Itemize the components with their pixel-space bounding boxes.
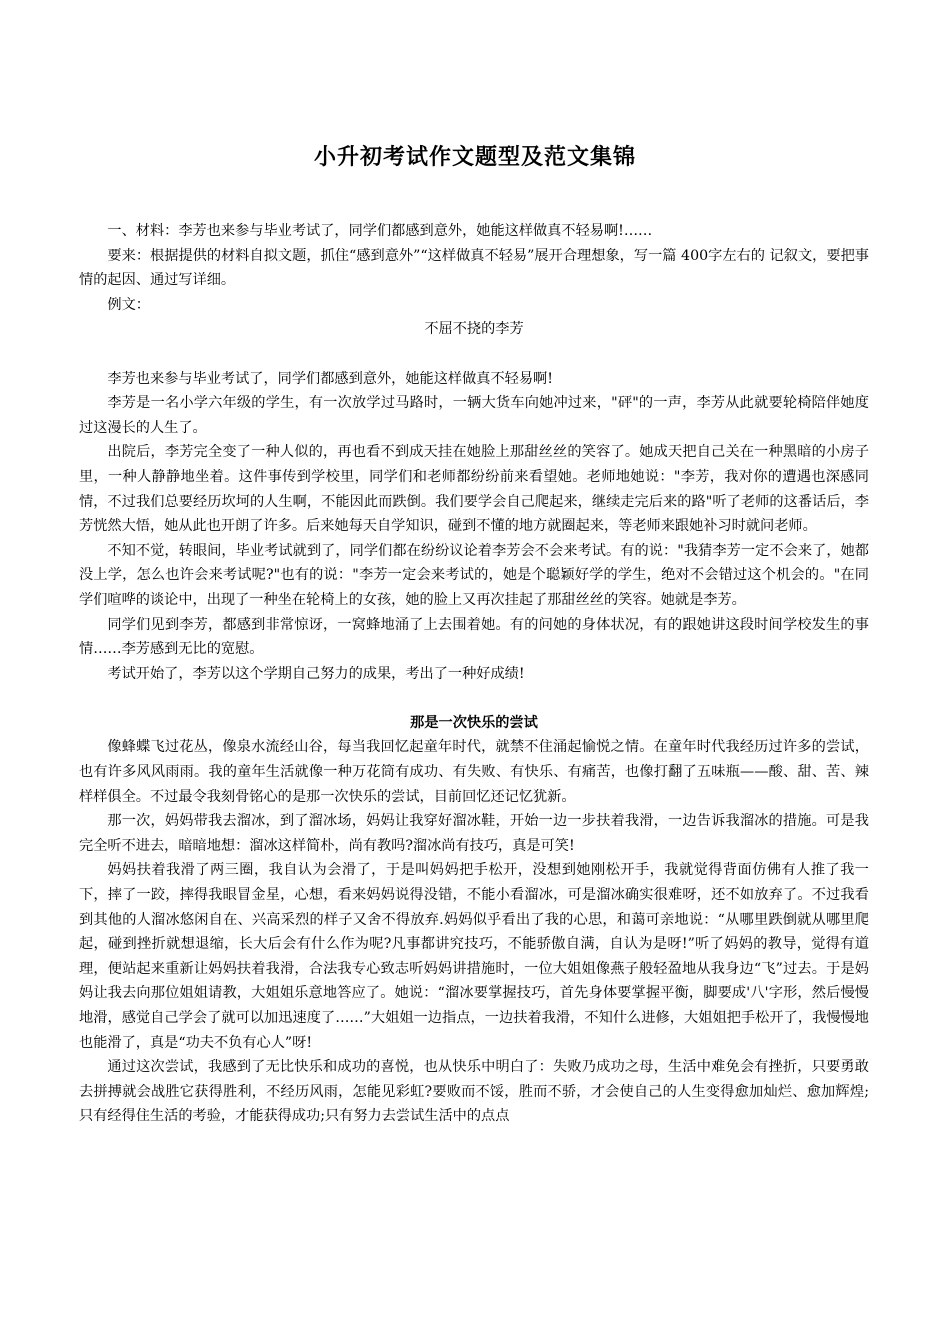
essay1-paragraph: 同学们见到李芳，都感到非常惊讶，一窝蜂地涌了上去围着她。有的问她的身体状况，有的跟她讲这段时间学校发生的事情……李芳感到无比的宽慰。 [79,616,869,658]
essay1-paragraph: 不知不觉，转眼间，毕业考试就到了，同学们都在纷纷议论着李芳会不会来考试。有的说："我猜李芳一定不会来了，她都没上学，怎么也许会来考试呢?"也有的说："李芳一定会来考试的，她是个聪颖好学的学生，绝对不会错过这个机会的。"在同学们喧哗的谈论中，出现了一种坐在轮椅上的女孩，她的脸上又再次挂起了那甜丝丝的笑容。她就是李芳。 [79,542,869,608]
question-material: 一、材料：李芳也来参与毕业考试了，同学们都感到意外，她能这样做真不轻易啊!…… [107,223,653,239]
essay-title-2: 那是一次快乐的尝试 [410,714,538,731]
example-label: 例文： [107,296,150,313]
essay1-paragraph: 考试开始了，李芳以这个学期自己努力的成果，考出了一种好成绩! [107,665,525,682]
essay2-paragraph: 妈妈扶着我滑了两三圈，我自认为会滑了，于是叫妈妈把手松开，没想到她刚松开手，我就觉得背面仿佛有人推了我一下，摔了一跤，摔得我眼冒金星，心想，看来妈妈说得没错，不能小看溜冰，可是溜冰确实很难呀，还不如放弃了。不过我看到其他的人溜冰悠闲自在、兴高采烈的样子又舍不得放弃.妈妈似乎看出了我的心思，和蔼可亲地说：“从哪里跌倒就从哪里爬起，碰到挫折就想退缩，长大后会有什么作为呢?凡事都讲究技巧，不能骄傲自满，自认为是呀!”听了妈妈的教导，觉得有道理，便站起来重新让妈妈扶着我滑，合法我专心致志听妈妈讲措施时，一位大姐姐像燕子般轻盈地从我身边“飞”过去。于是妈妈让我去向那位姐姐请教，大姐姐乐意地答应了。她说：“溜冰要掌握技巧，首先身体要掌握平衡，脚要成'八'字形，然后慢慢地滑，感觉自己学会了就可以加迅速度了……”大姐姐一边指点，一边扶着我滑，不知什么进修，大姐姐把手松开了，我慢慢地也能滑了，真是“功夫不负有心人”呀! [79,862,869,1051]
essay1-paragraph: 李芳也来参与毕业考试了，同学们都感到意外，她能这样做真不轻易啊! [107,370,553,387]
essay2-paragraph: 像蜂蝶飞过花丛，像泉水流经山谷，每当我回忆起童年时代，就禁不住涌起愉悦之情。在童年时代我经历过许多的尝试，也有许多风风雨雨。我的童年生活就像一种万花筒有成功、有失败、有快乐、有痛苦，也像打翻了五味瓶——酸、甜、苦、辣样样俱全。不过最令我刻骨铭心的是那一次快乐的尝试，目前回忆还记忆犹新。 [79,739,869,805]
essay2-paragraph: 通过这次尝试，我感到了无比快乐和成功的喜悦，也从快乐中明白了：失败乃成功之母，生活中难免会有挫折，只要勇敢去拼搏就会战胜它获得胜利，不经历风雨，怎能见彩虹?要败而不馁，胜而不骄，才会使自己的人生变得愈加灿烂、愈加辉煌;只有经得住生活的考验，才能获得成功;只有努力去尝试生活中的点点 [79,1059,869,1125]
essay-title-1: 不屈不挠的李芳 [424,321,524,338]
essay1-paragraph: 李芳是一名小学六年级的学生，有一次放学过马路时，一辆大货车向她冲过来，"砰"的一声，李芳从此就要轮椅陪伴她度过这漫长的人生了。 [79,395,869,436]
page-title: 小升初考试作文题型及范文集锦 [313,144,636,170]
essay1-paragraph: 出院后，李芳完全变了一种人似的，再也看不到成天挂在她脸上那甜丝丝的笑容了。她成天把自己关在一种黑暗的小房子里，一种人静静地坐着。这件事传到学校里，同学们和老师都纷纷前来看望她。老师地她说："李芳，我对你的遭遇也深感同情，不过我们总要经历坎坷的人生啊，不能因此而跌倒。我们要学会自己爬起来，继续走完后来的路"听了老师的这番话后，李芳恍然大悟，她从此也开朗了许多。后来她每天自学知识，碰到不懂的地方就圈起来，等老师来跟她补习时就问老师。 [79,444,869,535]
essay2-paragraph: 那一次，妈妈带我去溜冰，到了溜冰场，妈妈让我穿好溜冰鞋，开始一边一步扶着我滑，一边告诉我溜冰的措施。可是我完全听不进去，暗暗地想：溜冰这样简朴，尚有教吗?溜冰尚有技巧，真是可笑! [79,813,869,854]
document-body [79,219,869,1129]
question-requirement: 要来：根据提供的材料自拟文题，抓住“感到意外”“这样做真不轻易”展开合理想象，写一篇 400字左右的 记叙文，要把事情的起因、通过写详细。 [79,247,869,289]
